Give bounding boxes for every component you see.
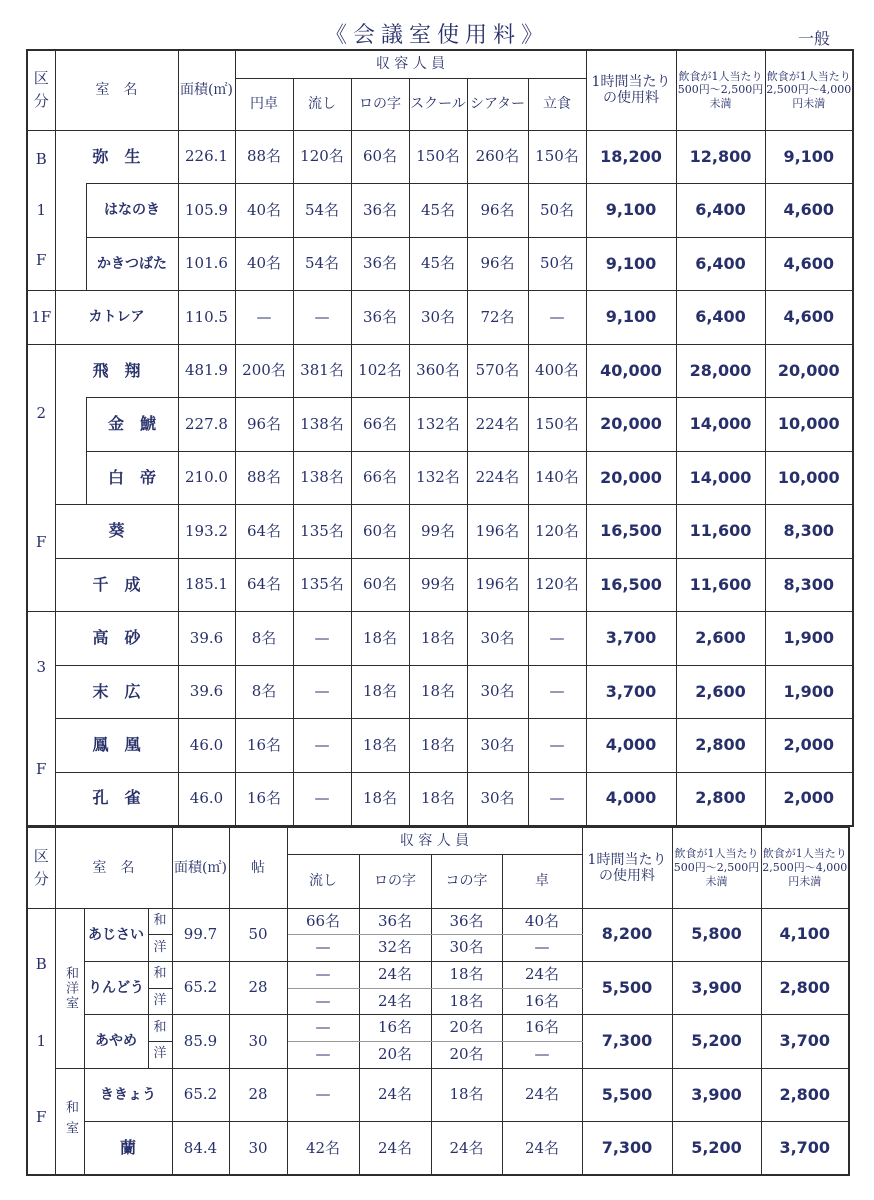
area-value: 227.8 xyxy=(178,398,235,452)
room-name: 千 成 xyxy=(55,558,178,612)
room-name: かきつばた xyxy=(86,237,178,291)
floor-label: 1F xyxy=(27,291,55,345)
capacity-value: 30名 xyxy=(431,935,502,962)
capacity-value: 150名 xyxy=(528,130,586,184)
capacity-value: 18名 xyxy=(351,772,409,826)
capacity-value: 20名 xyxy=(431,1015,502,1042)
capacity-value: 99名 xyxy=(409,558,467,612)
capacity-value: 16名 xyxy=(502,1015,582,1042)
col2-ro: ロの字 xyxy=(359,854,431,908)
fee-food1-value: 2,600 xyxy=(676,612,765,666)
table-row xyxy=(27,291,853,345)
capacity-value: 60名 xyxy=(351,505,409,559)
header2-fee-hour: 1時間当たりの使用料 xyxy=(582,827,672,908)
table-row xyxy=(27,961,849,988)
room-name: あやめ xyxy=(84,1015,148,1068)
fee-food1-value: 5,200 xyxy=(672,1122,761,1176)
capacity-value: 24名 xyxy=(502,961,582,988)
room-name: 飛 翔 xyxy=(55,344,178,398)
header2-fee-food2: 飲食が1人当たり2,500円〜4,000円未満 xyxy=(761,827,849,908)
capacity-value: 40名 xyxy=(502,908,582,935)
fee-hour-value: 4,000 xyxy=(586,772,676,826)
header-division: 区分 xyxy=(27,50,55,130)
capacity-value: — xyxy=(287,988,359,1015)
fee-hour-value: 3,700 xyxy=(586,612,676,666)
header-room-name: 室 名 xyxy=(55,50,178,130)
tatami-value: 28 xyxy=(229,961,287,1014)
area-value: 46.0 xyxy=(178,719,235,773)
table-row xyxy=(27,612,853,666)
area-value: 185.1 xyxy=(178,558,235,612)
table-row xyxy=(27,908,849,935)
capacity-value: 24名 xyxy=(359,1068,431,1122)
fee-hour-value: 9,100 xyxy=(586,237,676,291)
table-row xyxy=(27,237,853,291)
room-name: 白 帝 xyxy=(86,451,178,505)
room-name: 蘭 xyxy=(84,1122,172,1176)
room-name: 弥 生 xyxy=(55,130,178,184)
area-value: 85.9 xyxy=(172,1015,229,1068)
fee-food2-value: 2,800 xyxy=(761,961,849,1014)
style-label-yo: 洋 xyxy=(148,988,172,1015)
room-name: りんどう xyxy=(84,961,148,1014)
capacity-value: 132名 xyxy=(409,451,467,505)
capacity-value: 18名 xyxy=(409,612,467,666)
room-name: 高 砂 xyxy=(55,612,178,666)
area-value: 226.1 xyxy=(178,130,235,184)
capacity-value: 36名 xyxy=(431,908,502,935)
room-group-indent xyxy=(55,184,86,291)
capacity-value: 54名 xyxy=(293,184,351,238)
fee-hour-value: 16,500 xyxy=(586,558,676,612)
room-group-indent xyxy=(55,398,86,505)
capacity-value: 120名 xyxy=(293,130,351,184)
capacity-value: — xyxy=(528,612,586,666)
capacity-value: — xyxy=(287,1068,359,1122)
capacity-value: 132名 xyxy=(409,398,467,452)
fee-food2-value: 9,100 xyxy=(765,130,853,184)
area-value: 46.0 xyxy=(178,772,235,826)
fee-food1-value: 11,600 xyxy=(676,558,765,612)
capacity-value: 54名 xyxy=(293,237,351,291)
capacity-value: 99名 xyxy=(409,505,467,559)
fee-food1-value: 6,400 xyxy=(676,184,765,238)
tatami-value: 30 xyxy=(229,1015,287,1068)
capacity-value: 50名 xyxy=(528,184,586,238)
area-value: 481.9 xyxy=(178,344,235,398)
capacity-value: 24名 xyxy=(502,1068,582,1122)
col-nagashi: 流し xyxy=(293,78,351,130)
capacity-value: 16名 xyxy=(235,772,293,826)
capacity-value: 60名 xyxy=(351,130,409,184)
style-label-yo: 洋 xyxy=(148,935,172,962)
capacity-value: 18名 xyxy=(351,612,409,666)
table-row xyxy=(27,558,853,612)
col-school: スクール xyxy=(409,78,467,130)
capacity-value: 45名 xyxy=(409,184,467,238)
capacity-value: — xyxy=(293,291,351,345)
fee-food2-value: 2,000 xyxy=(765,719,853,773)
fee-hour-value: 9,100 xyxy=(586,184,676,238)
capacity-value: 30名 xyxy=(467,772,528,826)
fee-food2-value: 4,600 xyxy=(765,291,853,345)
capacity-value: 224名 xyxy=(467,398,528,452)
fee-hour-value: 5,500 xyxy=(582,1068,672,1122)
capacity-value: — xyxy=(293,665,351,719)
capacity-value: 18名 xyxy=(409,719,467,773)
capacity-value: 30名 xyxy=(467,612,528,666)
header2-capacity: 収 容 人 員 xyxy=(287,827,582,854)
area-value: 210.0 xyxy=(178,451,235,505)
capacity-value: 60名 xyxy=(351,558,409,612)
col-ro: ロの字 xyxy=(351,78,409,130)
group-label-wa: 和室 xyxy=(55,1068,84,1175)
area-value: 39.6 xyxy=(178,612,235,666)
capacity-value: 196名 xyxy=(467,558,528,612)
table-row xyxy=(27,398,853,452)
table-row xyxy=(27,1122,849,1176)
capacity-value: 196名 xyxy=(467,505,528,559)
floor-label: B 1 F xyxy=(27,130,55,291)
area-value: 39.6 xyxy=(178,665,235,719)
fee-food1-value: 2,600 xyxy=(676,665,765,719)
capacity-value: 96名 xyxy=(467,184,528,238)
capacity-value: 24名 xyxy=(359,961,431,988)
header2-tatami: 帖 xyxy=(229,827,287,908)
header2-room-name: 室 名 xyxy=(55,827,172,908)
fee-food1-value: 3,900 xyxy=(672,1068,761,1122)
capacity-value: 40名 xyxy=(235,184,293,238)
capacity-value: — xyxy=(235,291,293,345)
area-value: 101.6 xyxy=(178,237,235,291)
header-fee-hour: 1時間当たりの使用料 xyxy=(586,50,676,130)
capacity-value: 224名 xyxy=(467,451,528,505)
page-title: 《会議室使用料》 xyxy=(324,23,549,48)
floor-label: B 1 F xyxy=(27,908,55,1175)
capacity-value: 16名 xyxy=(235,719,293,773)
capacity-value: 400名 xyxy=(528,344,586,398)
table-row xyxy=(27,719,853,773)
fee-food1-value: 2,800 xyxy=(676,719,765,773)
fee-food2-value: 2,000 xyxy=(765,772,853,826)
fee-food2-value: 3,700 xyxy=(761,1015,849,1068)
table-row xyxy=(27,772,853,826)
fee-hour-value: 7,300 xyxy=(582,1122,672,1176)
fee-food2-value: 10,000 xyxy=(765,451,853,505)
capacity-value: 200名 xyxy=(235,344,293,398)
capacity-value: 64名 xyxy=(235,558,293,612)
header2-fee-food1: 飲食が1人当たり500円〜2,500円未満 xyxy=(672,827,761,908)
fee-hour-value: 8,200 xyxy=(582,908,672,961)
table-row xyxy=(27,1068,849,1122)
capacity-value: 88名 xyxy=(235,130,293,184)
capacity-value: 18名 xyxy=(351,719,409,773)
floor-label: 3 F xyxy=(27,612,55,826)
capacity-value: 36名 xyxy=(359,908,431,935)
capacity-value: 18名 xyxy=(351,665,409,719)
table-row xyxy=(27,665,853,719)
room-name: カトレア xyxy=(55,291,178,345)
style-label-wa: 和 xyxy=(148,908,172,935)
capacity-value: 18名 xyxy=(409,665,467,719)
capacity-value: 36名 xyxy=(351,291,409,345)
room-name: あじさい xyxy=(84,908,148,961)
fee-hour-value: 20,000 xyxy=(586,451,676,505)
table-row xyxy=(27,344,853,398)
capacity-value: 150名 xyxy=(409,130,467,184)
capacity-value: 120名 xyxy=(528,558,586,612)
capacity-value: — xyxy=(502,935,582,962)
fee-food2-value: 3,700 xyxy=(761,1122,849,1176)
fee-food1-value: 14,000 xyxy=(676,398,765,452)
header2-division: 区分 xyxy=(27,827,55,908)
capacity-value: 96名 xyxy=(467,237,528,291)
capacity-value: 18名 xyxy=(431,988,502,1015)
capacity-value: 40名 xyxy=(235,237,293,291)
area-value: 193.2 xyxy=(178,505,235,559)
col2-ko: コの字 xyxy=(431,854,502,908)
capacity-value: 20名 xyxy=(431,1041,502,1068)
fee-food2-value: 1,900 xyxy=(765,665,853,719)
group-label-wayo: 和洋室 xyxy=(55,908,84,1068)
area-value: 84.4 xyxy=(172,1122,229,1176)
fee-food1-value: 28,000 xyxy=(676,344,765,398)
fee-food1-value: 2,800 xyxy=(676,772,765,826)
capacity-value: 138名 xyxy=(293,451,351,505)
room-name: はなのき xyxy=(86,184,178,238)
capacity-value: — xyxy=(528,719,586,773)
capacity-value: 140名 xyxy=(528,451,586,505)
capacity-value: 120名 xyxy=(528,505,586,559)
table-row xyxy=(27,130,853,184)
area-value: 105.9 xyxy=(178,184,235,238)
capacity-value: 66名 xyxy=(287,908,359,935)
capacity-value: 30名 xyxy=(467,719,528,773)
fee-hour-value: 40,000 xyxy=(586,344,676,398)
capacity-value: — xyxy=(528,772,586,826)
header2-area: 面積(㎡) xyxy=(172,827,229,908)
capacity-value: 102名 xyxy=(351,344,409,398)
table-row xyxy=(27,451,853,505)
capacity-value: 66名 xyxy=(351,451,409,505)
capacity-value: 96名 xyxy=(235,398,293,452)
capacity-value: 20名 xyxy=(359,1041,431,1068)
header-capacity: 収 容 人 員 xyxy=(235,50,586,78)
fee-food1-value: 5,800 xyxy=(672,908,761,961)
capacity-value: 88名 xyxy=(235,451,293,505)
capacity-value: — xyxy=(287,935,359,962)
header-area: 面積(㎡) xyxy=(178,50,235,130)
capacity-value: 138名 xyxy=(293,398,351,452)
area-value: 99.7 xyxy=(172,908,229,961)
capacity-value: 32名 xyxy=(359,935,431,962)
capacity-value: 8名 xyxy=(235,612,293,666)
capacity-value: 16名 xyxy=(359,1015,431,1042)
fee-hour-value: 20,000 xyxy=(586,398,676,452)
capacity-value: 260名 xyxy=(467,130,528,184)
room-name: ききょう xyxy=(84,1068,172,1122)
col-theater: シアター xyxy=(467,78,528,130)
capacity-value: 16名 xyxy=(502,988,582,1015)
capacity-value: 42名 xyxy=(287,1122,359,1176)
style-label-wa: 和 xyxy=(148,1015,172,1042)
capacity-value: 18名 xyxy=(431,1068,502,1122)
area-value: 110.5 xyxy=(178,291,235,345)
capacity-value: 72名 xyxy=(467,291,528,345)
room-name: 金 鯱 xyxy=(86,398,178,452)
col-entaku: 円卓 xyxy=(235,78,293,130)
fee-food2-value: 8,300 xyxy=(765,505,853,559)
fee-food2-value: 8,300 xyxy=(765,558,853,612)
tatami-value: 28 xyxy=(229,1068,287,1122)
capacity-value: 360名 xyxy=(409,344,467,398)
table-row xyxy=(27,184,853,238)
fee-hour-value: 9,100 xyxy=(586,291,676,345)
fee-food2-value: 20,000 xyxy=(765,344,853,398)
fee-hour-value: 16,500 xyxy=(586,505,676,559)
capacity-value: 24名 xyxy=(431,1122,502,1176)
capacity-value: 150名 xyxy=(528,398,586,452)
capacity-value: 8名 xyxy=(235,665,293,719)
col2-nagashi: 流し xyxy=(287,854,359,908)
capacity-value: — xyxy=(528,665,586,719)
capacity-value: 30名 xyxy=(409,291,467,345)
style-label-yo: 洋 xyxy=(148,1041,172,1068)
capacity-value: 64名 xyxy=(235,505,293,559)
fee-food2-value: 10,000 xyxy=(765,398,853,452)
fee-food1-value: 6,400 xyxy=(676,291,765,345)
capacity-value: 381名 xyxy=(293,344,351,398)
fee-food1-value: 5,200 xyxy=(672,1015,761,1068)
capacity-value: — xyxy=(287,961,359,988)
header-fee-food2: 飲食が1人当たり2,500円〜4,000円未満 xyxy=(765,50,853,130)
capacity-value: — xyxy=(528,291,586,345)
capacity-value: 24名 xyxy=(359,988,431,1015)
fee-food1-value: 14,000 xyxy=(676,451,765,505)
area-value: 65.2 xyxy=(172,961,229,1014)
fee-hour-value: 4,000 xyxy=(586,719,676,773)
capacity-value: — xyxy=(502,1041,582,1068)
fee-food2-value: 4,600 xyxy=(765,184,853,238)
capacity-value: 570名 xyxy=(467,344,528,398)
capacity-value: 24名 xyxy=(359,1122,431,1176)
fee-food2-value: 4,100 xyxy=(761,908,849,961)
room-fee-table-main xyxy=(26,49,854,827)
room-name: 末 広 xyxy=(55,665,178,719)
tatami-value: 50 xyxy=(229,908,287,961)
fee-food2-value: 4,600 xyxy=(765,237,853,291)
col-standing: 立食 xyxy=(528,78,586,130)
fee-food2-value: 2,800 xyxy=(761,1068,849,1122)
capacity-value: 45名 xyxy=(409,237,467,291)
capacity-value: 18名 xyxy=(409,772,467,826)
capacity-value: 36名 xyxy=(351,237,409,291)
category-label: 一般 xyxy=(797,29,830,48)
capacity-value: 135名 xyxy=(293,505,351,559)
header-fee-food1: 飲食が1人当たり500円〜2,500円未満 xyxy=(676,50,765,130)
floor-label: 2 F xyxy=(27,344,55,612)
capacity-value: 36名 xyxy=(351,184,409,238)
capacity-value: 66名 xyxy=(351,398,409,452)
col2-taku: 卓 xyxy=(502,854,582,908)
room-name: 鳳 凰 xyxy=(55,719,178,773)
fee-hour-value: 7,300 xyxy=(582,1015,672,1068)
fee-food1-value: 6,400 xyxy=(676,237,765,291)
capacity-value: — xyxy=(287,1015,359,1042)
tatami-value: 30 xyxy=(229,1122,287,1176)
capacity-value: 24名 xyxy=(502,1122,582,1176)
capacity-value: — xyxy=(293,612,351,666)
table-row xyxy=(27,505,853,559)
capacity-value: — xyxy=(287,1041,359,1068)
capacity-value: 30名 xyxy=(467,665,528,719)
capacity-value: — xyxy=(293,719,351,773)
fee-hour-value: 5,500 xyxy=(582,961,672,1014)
fee-food2-value: 1,900 xyxy=(765,612,853,666)
capacity-value: — xyxy=(293,772,351,826)
room-fee-table-japanese xyxy=(26,826,850,1176)
style-label-wa: 和 xyxy=(148,961,172,988)
capacity-value: 135名 xyxy=(293,558,351,612)
table-row xyxy=(27,1015,849,1042)
capacity-value: 50名 xyxy=(528,237,586,291)
area-value: 65.2 xyxy=(172,1068,229,1122)
fee-hour-value: 3,700 xyxy=(586,665,676,719)
fee-hour-value: 18,200 xyxy=(586,130,676,184)
capacity-value: 18名 xyxy=(431,961,502,988)
fee-food1-value: 12,800 xyxy=(676,130,765,184)
fee-food1-value: 3,900 xyxy=(672,961,761,1014)
room-name: 葵 xyxy=(55,505,178,559)
room-name: 孔 雀 xyxy=(55,772,178,826)
fee-food1-value: 11,600 xyxy=(676,505,765,559)
